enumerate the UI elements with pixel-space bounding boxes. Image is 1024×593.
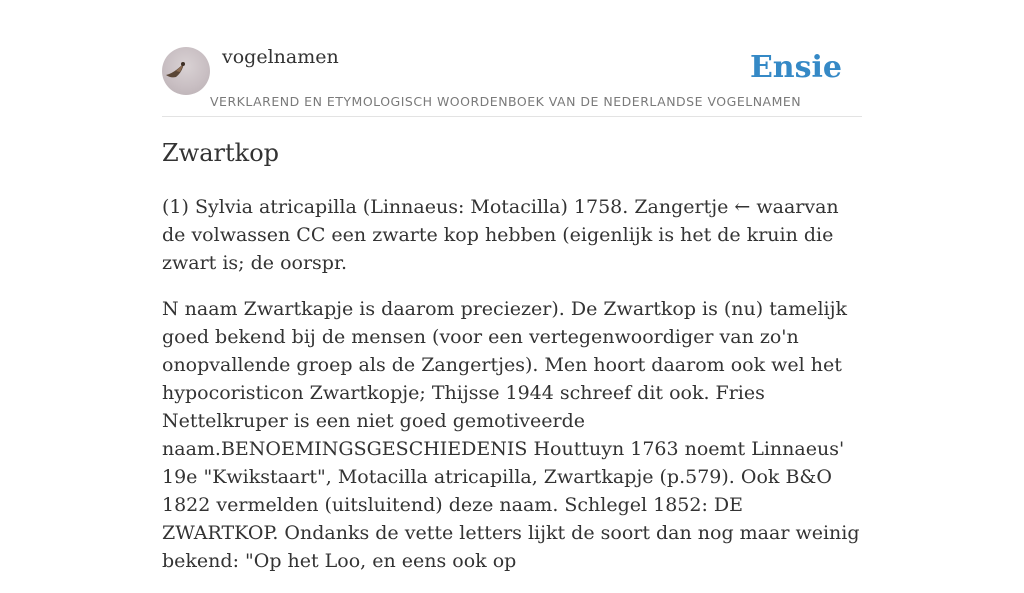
- brand-logo[interactable]: Ensie: [749, 50, 842, 85]
- page-title: Zwartkop: [162, 139, 279, 167]
- paragraph: (1) Sylvia atricapilla (Linnaeus: Motacilla) 1758. Zangertje ← waarvan de volwassen CC een zwarte kop hebben (eigenlijk is het de kruin die zwart is; de oorspr.: [162, 196, 839, 274]
- site-subtitle: VERKLAREND EN ETYMOLOGISCH WOORDENBOEK VAN DE NEDERLANDSE VOGELNAMEN: [210, 94, 802, 109]
- site-header: [162, 0, 862, 117]
- article-body: [162, 193, 862, 593]
- avatar[interactable]: [162, 47, 210, 95]
- paragraph: N naam Zwartkapje is daarom preciezer). De Zwartkop is (nu) tamelijk goed bekend bij de mensen (voor een vertegenwoordiger van zo'n onopvallende groep als de Zangertjes). Men hoort daarom ook wel het hypocoristicon Zwartkopje; Thijsse 1944 schreef dit ook. Fries Nettelkruper is een niet goed gemotiveerde naam.BENOEMINGSGESCHIEDENIS Houttuyn 1763 noemt Linnaeus' 19e "Kwikstaart", Motacilla atricapilla, Zwartkapje (p.579). Ook B&O 1822 vermelden (uitsluitend) deze naam. Schlegel 1852: DE ZWARTKOP. Ondanks de vette letters lijkt de soort dan nog maar weinig bekend: "Op het Loo, en eens ook op: [162, 298, 860, 572]
- bird-photo-icon: [162, 47, 210, 95]
- page-container: [162, 0, 862, 572]
- site-name[interactable]: vogelnamen: [222, 46, 339, 68]
